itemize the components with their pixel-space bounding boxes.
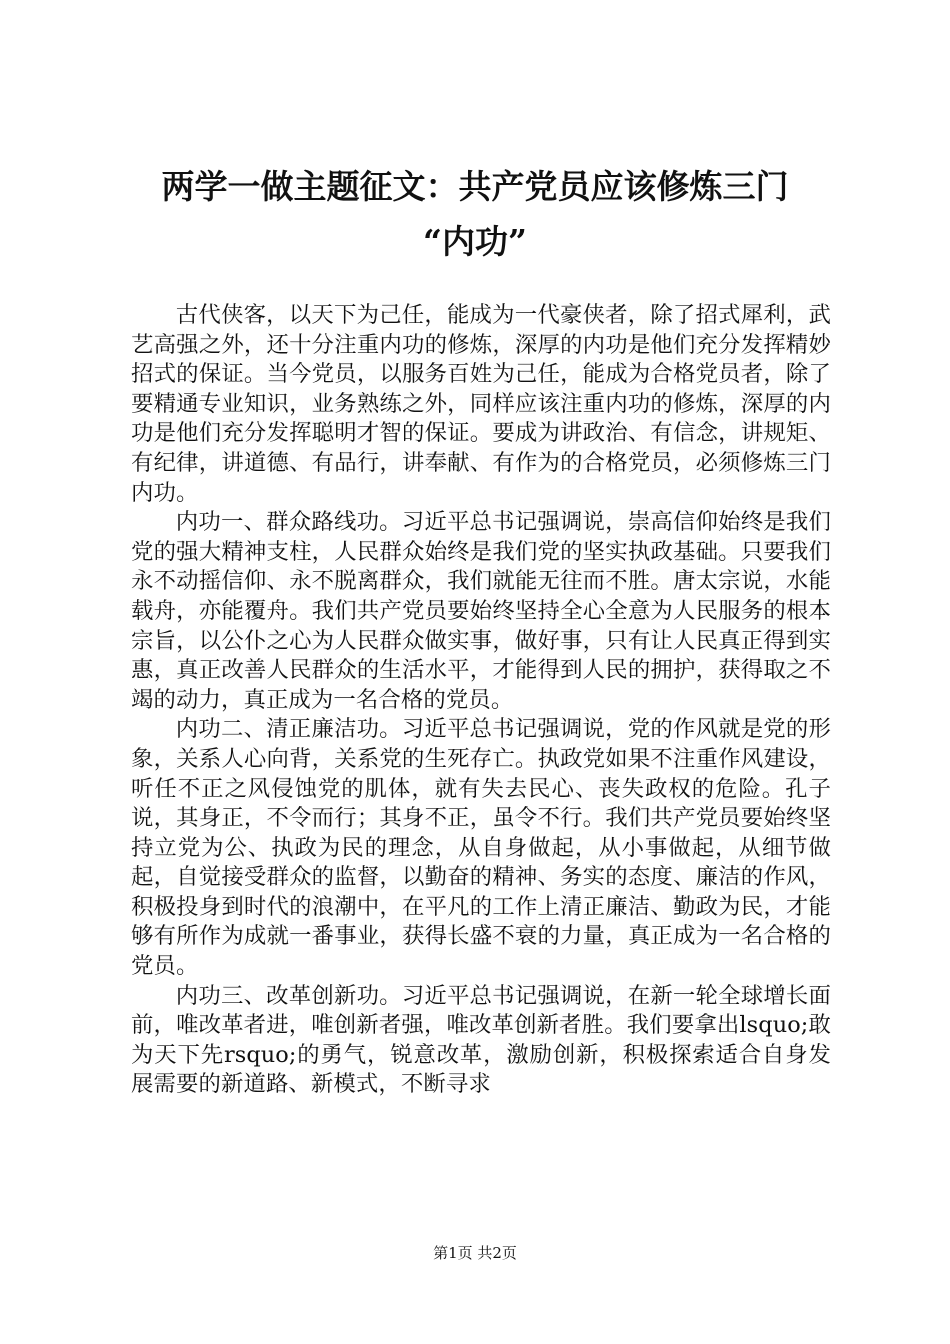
page-footer: 第1页 共2页 xyxy=(433,1244,517,1262)
paragraph-intro: 古代侠客，以天下为己任，能成为一代豪侠者，除了招式犀利，武艺高强之外，还十分注重内功的修炼，深厚的内功是他们充分发挥精妙招式的保证。当今党员，以服务百姓为己任，能成为合格党员者，除了要精通专业知识，业务熟练之外，同样应该注重内功的修炼，深厚的内功是他们充分发挥聪明才智的保证。要成为讲政治、有信念，讲规矩、有纪律，讲道德、有品行，讲奉献、有作为的合格党员，必须修炼三门内功。 xyxy=(131,302,831,506)
paragraph-neigong-3: 内功三、改革创新功。习近平总书记强调说，在新一轮全球增长面前，唯改革者进，唯创新者强，唯改革创新者胜。我们要拿出lsquo;敢为天下先rsquo;的勇气，锐意改革，激励创新，积极探索适合自身发展需要的新道路、新模式，不断寻求 xyxy=(131,982,831,1098)
document-title-line-1: 两学一做主题征文：共产党员应该修炼三门 xyxy=(161,167,789,206)
paragraph-neigong-2: 内功二、清正廉洁功。习近平总书记强调说，党的作风就是党的形象，关系人心向背，关系党的生死存亡。执政党如果不注重作风建设，听任不正之风侵蚀党的肌体，就有失去民心、丧失政权的危险。孔子说，其身正，不令而行；其身不正，虽令不行。我们共产党员要始终坚持立党为公、执政为民的理念，从自身做起，从小事做起，从细节做起，自觉接受群众的监督，以勤奋的精神、务实的态度、廉洁的作风，积极投身到时代的浪潮中，在平凡的工作上清正廉洁、勤政为民，才能够有所作为成就一番事业，获得长盛不衰的力量，真正成为一名合格的党员。 xyxy=(131,716,831,980)
document-title-line-2: “内功” xyxy=(423,222,527,261)
document-body xyxy=(131,301,831,1100)
paragraph-neigong-1: 内功一、群众路线功。习近平总书记强调说，崇高信仰始终是我们党的强大精神支柱，人民群众始终是我们党的坚实执政基础。只要我们永不动摇信仰、永不脱离群众，我们就能无往而不胜。唐太宗说，水能载舟，亦能覆舟。我们共产党员要始终坚持全心全意为人民服务的根本宗旨，以公仆之心为人民群众做实事，做好事，只有让人民真正得到实惠，真正改善人民群众的生活水平，才能得到人民的拥护，获得取之不竭的动力，真正成为一名合格的党员。 xyxy=(131,509,831,713)
